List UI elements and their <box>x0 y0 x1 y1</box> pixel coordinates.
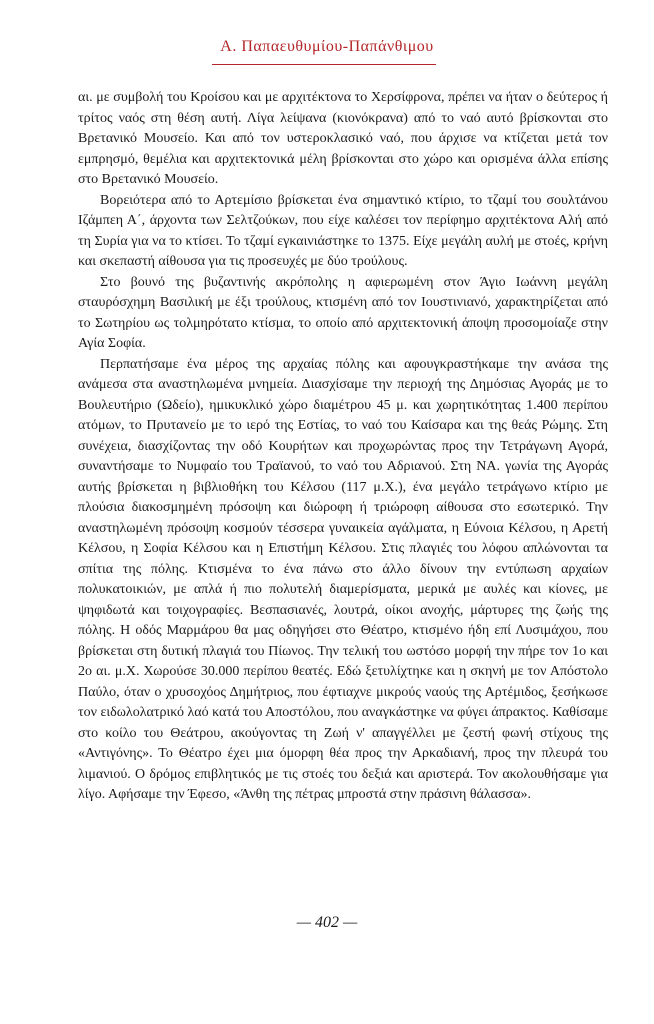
paragraph-2: Βορειότερα από το Αρτεμίσιο βρίσκεται ένα σημαντικό κτίριο, το τζαμί του σουλτάνου Ιζάμπεη Α΄, άρχοντα των Σελτζούκων, που είχε καλέσει τον περίφημο αρχιτέκτονα Αλή από τη Συρία για να το κτίσει. Το τζαμί εγκαινιάστηκε το 1375. Είχε μεγάλη αυλή με στοές, κρήνη και σκεπαστή αίθουσα για τις προσευχές με δύο τρούλους. <box>78 192 608 269</box>
running-head-title: Α. Παπαευθυμίου-Παπάνθιμου <box>220 38 434 55</box>
paragraph-4: Περπατήσαμε ένα μέρος της αρχαίας πόλης και αφουγκραστήκαμε την ανάσα της ανάμεσα στα αναστηλωμένα μνημεία. Διασχίσαμε την περιοχή της Δημόσιας Αγοράς με το Βουλευτήριο (Ωδείο), ημικυκλικό χώρο διαμέτρου 45 μ. και χωρητικότητας 1.400 περίπου ατόμων, το Πρυτανείο με το ιερό της Εστίας, το ναό του Καίσαρα και της θεάς Ρώμης. Στη συνέχεια, διασχίζοντας την οδό Κουρήτων και προχωρώντας προς την Τετράγωνη Αγορά, συναντήσαμε το Νυμφαίο του Τραϊανού, το ναό του Αδριανού. Στη ΝΑ. γωνία της Αγοράς αυτής βρίσκεται η βιβλιοθήκη του Κέλσου (117 μ.Χ.), ένα μεγάλο τετράγωνο κτίριο με πλούσια διακοσμημένη πρόσοψη και διώροφη ή τριώροφη αίθουσα στο εσωτερικό. Την αναστηλωμένη πρόσοψη κοσμούν τέσσερα γυναικεία αγάλματα, η Εύνοια Κέλσου, η Αρετή Κέλσου, η Σοφία Κέλσου και η Επιστήμη Κέλσου. Στις πλαγιές του λόφου απλώνονται τα σπίτια της πόλης. Κτισμένα το ένα πάνω στο άλλο δίνουν την εντύπωση αρχαίων πολυκατοικιών, με απλά ή πιο πολυτελή διαμερίσματα, μερικά με αυλές και κίονες, με ψηφιδωτά και τοιχογραφίες. Βεσπασιανές, λουτρά, οίκοι ανοχής, μάρτυρες της ζωής της πόλης. Η οδός Μαρμάρου θα μας οδηγήσει στο Θέατρο, κτισμένο ήδη επί Λυσιμάχου, που βρίσκεται στη δυτική πλαγιά του Πίωνος. Την τελική του ωστόσο μορφή την πήρε τον 1ο και 2ο αι. μ.Χ. Χωρούσε 30.000 περίπου θεατές. Εδώ ξετυλίχτηκε και η σκηνή με τον Απόστολο Παύλο, όταν ο χρυσοχόος Δημήτριος, που έφτιαχνε μικρούς ναούς της Αρτέμιδος, ξεσήκωσε τον ειδωλολατρικό λαό κατά του Αποστόλου, που αναγκάστηκε να φύγει άπρακτος. Καθίσαμε στο κοίλο του Θεάτρου, ακούγοντας τη Ζωή ν' απαγγέλλει με ζεστή φωνή στίχους της «Αντιγόνης». Το Θέατρο έχει μια όμορφη θέα προς την Αρκαδιανή, προς την πλευρά του λιμανιού. Ο δρόμος επιβλητικός με τις στοές του δεξιά και αριστερά. Τον ακολουθήσαμε για λίγο. Αφήσαμε την Έφεσο, «Άνθη της πέτρας μπροστά στην πράσινη θάλασσα». <box>78 356 608 802</box>
paragraph-1: αι. με συμβολή του Κροίσου και με αρχιτέκτονα το Χερσίφρονα, πρέπει να ήταν ο δεύτερος ή τρίτος ναός στη θέση αυτή. Λίγα λείψανα (κιονόκρανα) από το ναό αυτό βρίσκονται στο Βρετανικό Μουσείο. Και από τον υστεροκλασικό ναό, που άρχισε να κτίζεται μετά τον εμπρησμό, θεμέλια και αρχιτεκτονικά μέλη βρίσκονται στο χώρο και ορισμένα άλλα επίσης στο Βρετανικό Μουσείο. <box>78 90 608 187</box>
paragraph-3: Στο βουνό της βυζαντινής ακρόπολης η αφιερωμένη στον Άγιο Ιωάννη μεγάλη σταυρόσχημη Βασιλική με έξι τρούλους, κτισμένη από τον Ιουστινιανό, χαρακτηρίζεται από το Σωτηρίου ως τολμηρότατο κτίσμα, το οποίο από αρχιτεκτονική άποψη προσομοίαζε στην Αγία Σοφία. <box>78 274 608 351</box>
body-text <box>78 88 608 806</box>
header-rule <box>212 64 436 65</box>
running-head <box>0 38 654 56</box>
page-number: — 402 — <box>296 914 358 931</box>
